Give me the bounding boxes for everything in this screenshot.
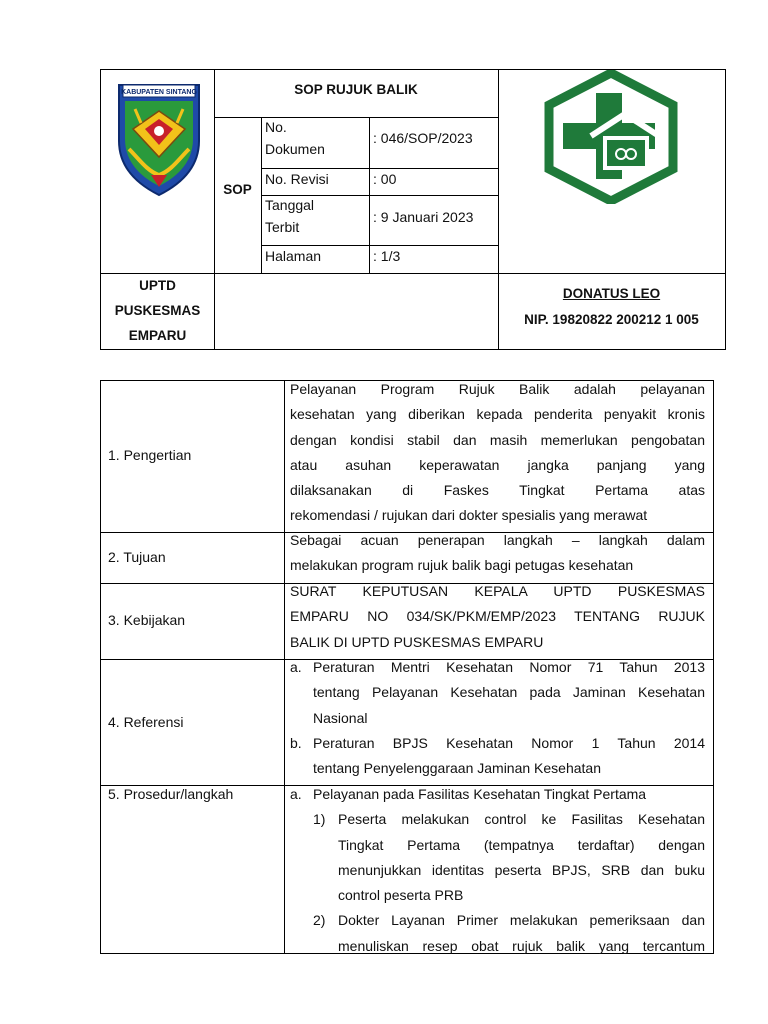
signer-name: DONATUS LEO bbox=[562, 286, 661, 301]
prosedur-label: 5. Prosedur/langkah bbox=[108, 786, 234, 802]
sop-body-table bbox=[100, 380, 714, 954]
kebijakan-label: 3. Kebijakan bbox=[108, 612, 186, 628]
prosedur-item-a: a. Pelayanan pada Fasilitas Kesehatan Tingkat Pertama bbox=[290, 786, 647, 802]
puskesmas-logo bbox=[541, 70, 681, 204]
referensi-list bbox=[290, 655, 705, 781]
field-no-dokumen-value: : 046/SOP/2023 bbox=[373, 130, 473, 146]
sop-title: SOP RUJUK BALIK bbox=[294, 82, 418, 97]
prosedur-step: 1) Peserta melakukan control ke Fasilitas Kesehatan Tingkat Pertama (tempatnya terdaftar) dengan menunjukkan identitas peserta BPJS, SRB dan buku control peserta PRB bbox=[313, 811, 705, 904]
field-halaman-value: : 1/3 bbox=[373, 248, 401, 264]
kebijakan-text: SURAT KEPUTUSAN KEPALA UPTD PUSKESMAS EMPARU NO 034/SK/PKM/EMP/2023 TENTANG RUJUK BALIK DI UPTD PUSKESMAS EMPARU bbox=[290, 583, 705, 650]
kabupaten-sintang-logo bbox=[111, 79, 207, 199]
field-tanggal-terbit-value: : 9 Januari 2023 bbox=[373, 209, 474, 225]
prosedur-list bbox=[290, 782, 705, 959]
tujuan-label: 2. Tujuan bbox=[108, 549, 166, 565]
referensi-label: 4. Referensi bbox=[108, 714, 184, 730]
prosedur-step: 2) Dokter Layanan Primer melakukan pemeriksaan dan menuliskan resep obat rujuk balik yang tercantum bbox=[313, 912, 705, 954]
field-no-revisi-value: : 00 bbox=[373, 171, 397, 187]
logo-banner-text: KABUPATEN SINTANG bbox=[121, 89, 197, 96]
tujuan-text: Sebagai acuan penerapan langkah – langkah dalam melakukan program rujuk balik bagi petugas kesehatan bbox=[290, 532, 705, 574]
field-halaman-label: Halaman bbox=[265, 248, 322, 264]
pengertian-text: Pelayanan Program Rujuk Balik adalah pelayanan kesehatan yang diberikan kepada penderita penyakit kronis dengan kondisi stabil dan masih memerlukan pengobatan atau asuhan keperawatan jangka panjang yang dilaksanakan di Faskes Tingkat Pertama atas rekomendasi / rujukan dari dokter spesialis yang merawat bbox=[290, 381, 705, 524]
referensi-item: a. Peraturan Mentri Kesehatan Nomor 71 Tahun 2013 tentang Pelayanan Kesehatan pada Jaminan Kesehatan Nasional bbox=[290, 659, 705, 726]
sop-header-table bbox=[100, 69, 726, 350]
field-no-revisi-label: No. Revisi bbox=[265, 171, 329, 187]
referensi-item: b. Peraturan BPJS Kesehatan Nomor 1 Tahun 2014 tentang Penyelenggaraan Jaminan Kesehatan bbox=[290, 734, 705, 777]
pengertian-label: 1. Pengertian bbox=[108, 447, 192, 463]
field-tanggal-terbit-label: Tanggal Terbit bbox=[265, 197, 315, 235]
signer-nip: NIP. 19820822 200212 1 005 bbox=[524, 312, 699, 327]
org-name: UPTD PUSKESMAS EMPARU bbox=[114, 278, 201, 343]
field-no-dokumen-label: No. Dokumen bbox=[265, 119, 325, 157]
sop-label: SOP bbox=[223, 182, 252, 197]
